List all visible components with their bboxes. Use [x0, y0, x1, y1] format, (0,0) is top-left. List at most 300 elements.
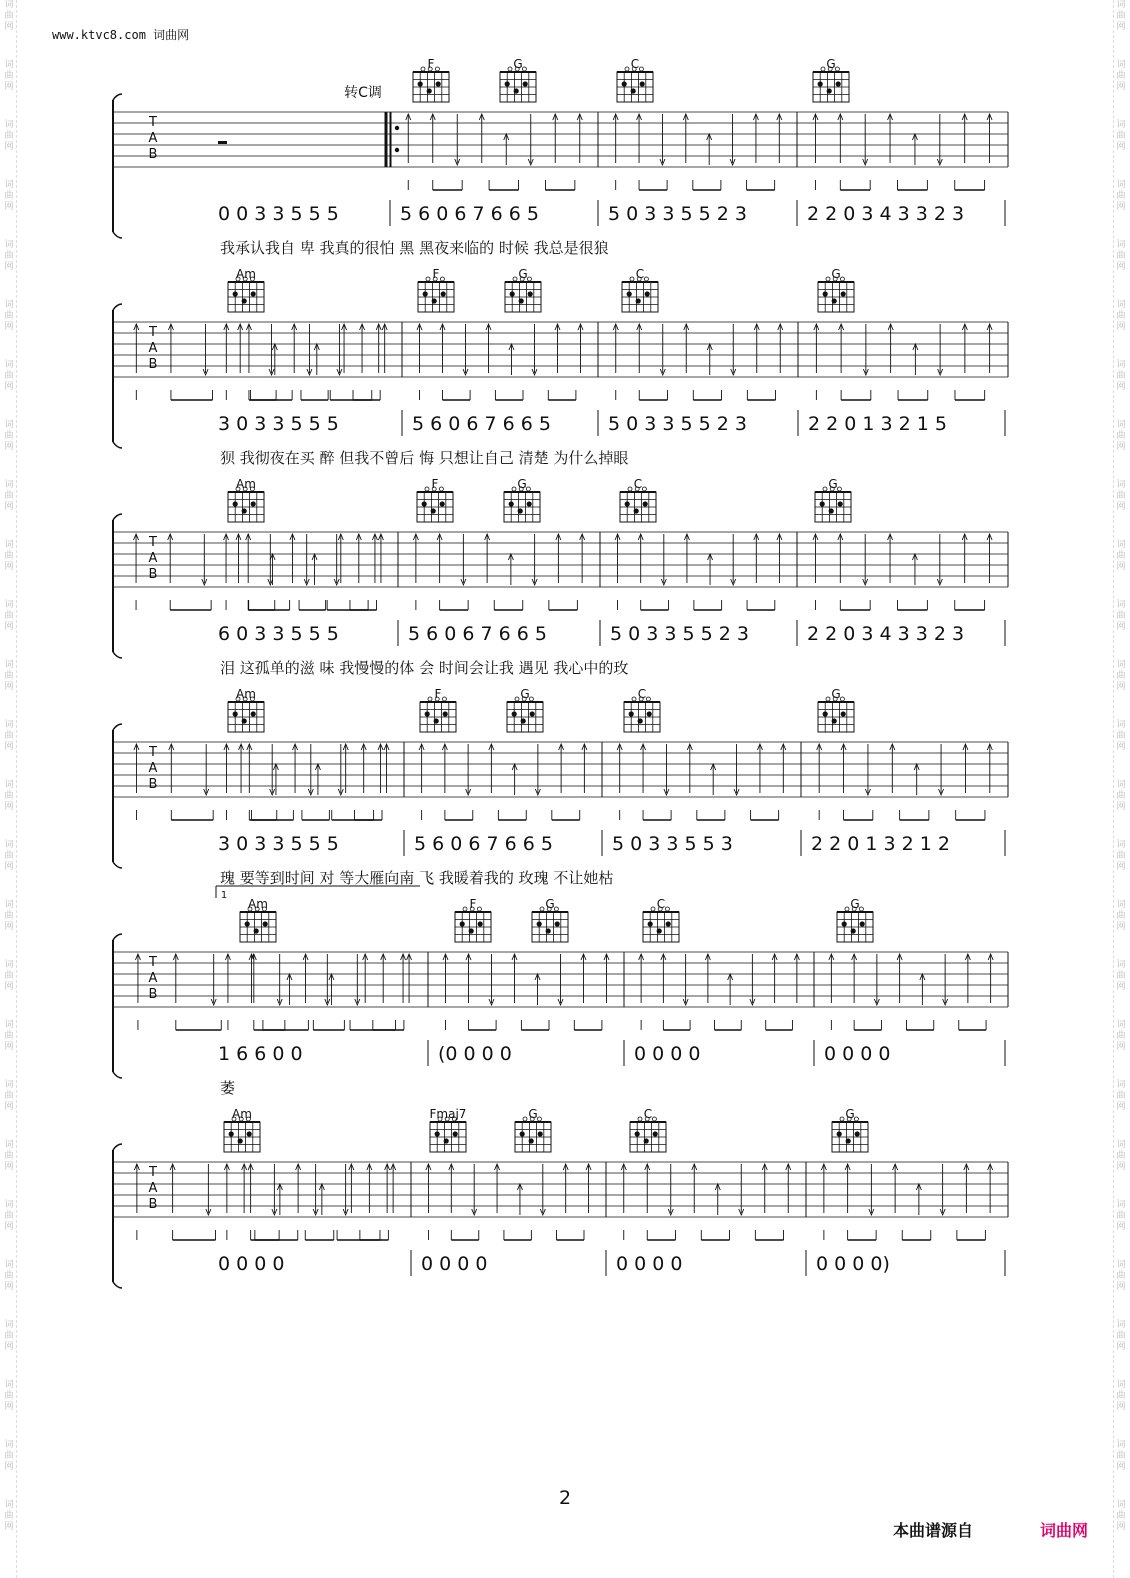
watermark-char: 词 [4, 660, 14, 670]
watermark-char: 网 [1116, 502, 1126, 512]
watermark-char: 网 [1116, 862, 1126, 872]
chord-open-marker [625, 67, 629, 71]
chord-name: G [828, 477, 838, 491]
watermark-char: 词 [1116, 420, 1126, 430]
system-bracket-curl [113, 934, 122, 940]
jianpu-measure: (0 0 0 0 [438, 1043, 512, 1065]
chord-dot [657, 928, 662, 933]
chord-name: Am [236, 477, 256, 491]
chord-open-marker [835, 67, 839, 71]
watermark-char: 曲 [1116, 611, 1126, 621]
chord-dot [263, 921, 268, 926]
chord-dot [653, 1131, 658, 1136]
watermark-char: 词 [1116, 480, 1126, 490]
chord-diagram [507, 687, 543, 732]
chord-dot [514, 88, 519, 93]
chord-open-marker [638, 1117, 642, 1121]
watermark-char: 曲 [1116, 1511, 1126, 1521]
watermark-char: 网 [1116, 142, 1126, 152]
chord-dot [233, 501, 238, 506]
chord-dot [441, 291, 446, 296]
watermark-char: 词 [1116, 300, 1126, 310]
chord-open-marker [644, 277, 648, 281]
jianpu-measure: 2 2 0 3 4 3 3 2 3 [807, 203, 965, 225]
watermark-char: 网 [4, 982, 14, 992]
jianpu-measure: 5 0 3 3 5 5 2 3 [608, 413, 747, 435]
chord-open-marker [515, 697, 519, 701]
jianpu-measure: 5 6 0 6 7 6 6 5 [400, 203, 539, 225]
chord-open-marker [477, 907, 481, 911]
chord-open-marker [537, 1117, 541, 1121]
chord-name: F [427, 57, 435, 71]
chord-diagram [500, 57, 536, 102]
chord-diagram [813, 57, 849, 102]
jianpu-measure: 5 0 3 3 5 5 3 [612, 833, 733, 855]
watermark-char: 网 [4, 262, 14, 272]
tab-clef-letter: T [149, 115, 157, 130]
system-bracket-curl [113, 862, 122, 868]
chord-open-marker [840, 697, 844, 701]
chord-dot [841, 291, 846, 296]
watermark-char: 曲 [1116, 1151, 1126, 1161]
watermark-char: 词 [4, 1140, 14, 1150]
tab-system [113, 267, 1008, 467]
chord-open-marker [859, 907, 863, 911]
chord-dot [836, 81, 841, 86]
watermark-char: 网 [1116, 922, 1126, 932]
chord-dot [247, 1131, 252, 1136]
chord-name: C [633, 477, 643, 491]
jianpu-measure: 0 0 0 0 [421, 1253, 488, 1275]
chord-dot [233, 711, 238, 716]
half-rest [218, 141, 227, 144]
tab-clef-letter: T [149, 1165, 157, 1180]
volta-number: 1 [220, 890, 228, 901]
chord-diagram [420, 687, 456, 732]
watermark-char: 网 [1116, 982, 1126, 992]
watermark-char: 曲 [4, 311, 14, 321]
watermark-char: 词 [4, 300, 14, 310]
tab-clef-letter: A [148, 1181, 158, 1196]
watermark-char: 网 [4, 622, 14, 632]
chord-open-marker [646, 697, 650, 701]
chord-dot [627, 291, 632, 296]
watermark-char: 曲 [4, 671, 14, 681]
lyrics-line: 我承认我自 卑 我真的很怕 黑 黑夜来临的 时候 我总是很狼 [220, 239, 609, 257]
chord-open-marker [522, 67, 526, 71]
jianpu-measure: 2 2 0 3 4 3 3 2 3 [807, 623, 965, 645]
chord-dot [431, 508, 436, 513]
chord-open-marker [554, 907, 558, 911]
jianpu-measure: 2 2 0 1 3 2 1 2 [811, 833, 950, 855]
chord-dot [838, 501, 843, 506]
watermark-char: 词 [1116, 180, 1126, 190]
jianpu-measure: 2 2 0 1 3 2 1 5 [808, 413, 947, 435]
chord-name: G [520, 687, 530, 701]
tab-clef-letter: A [148, 131, 158, 146]
watermark-char: 词 [4, 240, 14, 250]
watermark-char: 词 [4, 600, 14, 610]
repeat-dot [395, 126, 399, 130]
watermark-char: 词 [4, 1260, 14, 1270]
chord-name: Am [248, 897, 268, 911]
chord-diagram [622, 267, 658, 312]
site-name: 词曲网 [153, 28, 190, 42]
watermark-char: 网 [4, 142, 14, 152]
chord-diagram [620, 477, 656, 522]
chord-name: G [518, 267, 528, 281]
system-bracket-curl [113, 232, 122, 238]
watermark-char: 词 [4, 900, 14, 910]
watermark-char: 曲 [4, 1031, 14, 1041]
watermark-char: 曲 [1116, 551, 1126, 561]
chord-dot [229, 1131, 234, 1136]
watermark-char: 网 [4, 1102, 14, 1112]
watermark-char: 曲 [1116, 1451, 1126, 1461]
watermark-char: 网 [4, 1042, 14, 1052]
watermark-char: 词 [4, 480, 14, 490]
watermark-char: 词 [1116, 660, 1126, 670]
watermark-char: 网 [4, 1222, 14, 1232]
chord-dot [625, 501, 630, 506]
chord-dot [251, 711, 256, 716]
chord-open-marker [508, 67, 512, 71]
watermark-char: 词 [1116, 780, 1126, 790]
chord-open-marker [632, 697, 636, 701]
system-bracket-curl [113, 1282, 122, 1288]
chord-dot [427, 88, 432, 93]
watermark-char: 网 [1116, 382, 1126, 392]
tab-clef-letter: T [149, 955, 157, 970]
chord-dot [254, 928, 259, 933]
watermark-char: 曲 [1116, 311, 1126, 321]
watermark-char: 网 [4, 442, 14, 452]
tab-clef-letter: B [148, 147, 158, 162]
tab-clef-letter: B [148, 777, 158, 792]
chord-dot [832, 718, 837, 723]
watermark-char: 词 [4, 60, 14, 70]
chord-open-marker [442, 697, 446, 701]
watermark-char: 词 [1116, 900, 1126, 910]
watermark-char: 曲 [1116, 791, 1126, 801]
chord-open-marker [628, 487, 632, 491]
chord-dot [510, 291, 515, 296]
chord-diagram [228, 267, 264, 312]
watermark-char: 网 [1116, 1402, 1126, 1412]
chord-dot [841, 711, 846, 716]
watermark-char: 词 [1116, 540, 1126, 550]
system-bracket-curl [113, 442, 122, 448]
watermark-char: 曲 [4, 911, 14, 921]
watermark-char: 词 [1116, 360, 1126, 370]
chord-open-marker [837, 487, 841, 491]
chord-dot [829, 508, 834, 513]
watermark-char: 曲 [4, 251, 14, 261]
chord-name: Am [236, 267, 256, 281]
watermark-char: 词 [4, 840, 14, 850]
watermark-char: 曲 [4, 131, 14, 141]
chord-dot [422, 501, 427, 506]
chord-open-marker [854, 1117, 858, 1121]
watermark-char: 曲 [4, 71, 14, 81]
chord-dot [546, 928, 551, 933]
system-bracket-curl [113, 514, 122, 520]
chord-diagram [417, 477, 453, 522]
chord-diagram [832, 1107, 868, 1152]
chord-name: G [845, 1107, 855, 1121]
watermark-char: 词 [4, 540, 14, 550]
jianpu-measure: 5 0 3 3 5 5 2 3 [610, 623, 749, 645]
watermark-char: 网 [1116, 1042, 1126, 1052]
jianpu-measure: 0 0 0 0) [816, 1253, 890, 1275]
watermark-char: 网 [4, 562, 14, 572]
chord-dot [520, 1131, 525, 1136]
jianpu-pickup: 0 0 3 3 5 5 5 [218, 203, 339, 225]
jianpu-measure: 5 6 0 6 7 6 6 5 [414, 833, 553, 855]
tab-clef-letter: T [149, 535, 157, 550]
watermark-char: 网 [1116, 682, 1126, 692]
watermark-char: 网 [4, 922, 14, 932]
jianpu-measure: 5 6 0 6 7 6 6 5 [412, 413, 551, 435]
chord-dot [643, 501, 648, 506]
lyrics-line: 泪 这孤单的滋 味 我慢慢的体 会 时间会让我 遇见 我心中的玫 [220, 659, 629, 677]
watermark-char: 网 [4, 502, 14, 512]
chord-name: G [831, 267, 841, 281]
chord-dot [827, 88, 832, 93]
chord-name: F [469, 897, 477, 911]
chord-open-marker [428, 697, 432, 701]
chord-dot [638, 718, 643, 723]
chord-dot [423, 291, 428, 296]
chord-name: C [656, 897, 666, 911]
watermark-char: 网 [4, 1522, 14, 1532]
watermark-char: 曲 [4, 1211, 14, 1221]
tab-clef-letter: B [148, 567, 158, 582]
chord-dot [418, 81, 423, 86]
watermark-char: 曲 [4, 1091, 14, 1101]
chord-dot [634, 508, 639, 513]
watermark-char: 词 [4, 780, 14, 790]
watermark-char: 词 [1116, 1200, 1126, 1210]
watermark-char: 网 [4, 682, 14, 692]
watermark-char: 词 [1116, 1380, 1126, 1390]
watermark-char: 网 [1116, 1162, 1126, 1172]
chord-dot [518, 508, 523, 513]
chord-dot [242, 718, 247, 723]
repeat-dot [395, 148, 399, 152]
chord-dot [645, 291, 650, 296]
jianpu-measure: 6 0 3 3 5 5 5 [218, 623, 339, 645]
watermark-char: 网 [4, 1342, 14, 1352]
tab-system [113, 687, 1008, 887]
chord-dot [644, 1138, 649, 1143]
watermark-char: 词 [1116, 840, 1126, 850]
system-bracket-curl [113, 1072, 122, 1078]
watermark-char: 网 [4, 82, 14, 92]
chord-name: C [637, 687, 647, 701]
chord-diagram [228, 687, 264, 732]
chord-diagram [455, 897, 491, 942]
chord-open-marker [529, 697, 533, 701]
chord-diagram [515, 1107, 551, 1152]
chord-open-marker [421, 67, 425, 71]
watermark-char: 曲 [1116, 971, 1126, 981]
chord-dot [505, 81, 510, 86]
watermark-char: 词 [1116, 1440, 1126, 1450]
tab-system [113, 477, 1008, 677]
watermark-char: 词 [1116, 0, 1126, 10]
chord-open-marker [512, 487, 516, 491]
chord-open-marker [840, 1117, 844, 1121]
jianpu-measure: 0 0 0 0 [616, 1253, 683, 1275]
chord-diagram [630, 1107, 666, 1152]
page-number: 2 [558, 1487, 572, 1509]
watermark-char: 曲 [4, 791, 14, 801]
watermark-char: 曲 [4, 1391, 14, 1401]
watermark-char: 曲 [1116, 251, 1126, 261]
watermark-char: 曲 [1116, 1391, 1126, 1401]
lyrics-line: 瑰 要等到时间 对 等大雁向南 飞 我暖着我的 玫瑰 不让她枯 [220, 869, 614, 887]
jianpu-measure: 0 0 0 0 [824, 1043, 891, 1065]
watermark-char: 词 [1116, 600, 1126, 610]
watermark-char: 词 [1116, 720, 1126, 730]
watermark-char: 词 [4, 1440, 14, 1450]
jianpu-measure: 5 6 0 6 7 6 6 5 [408, 623, 547, 645]
watermark-char: 曲 [1116, 191, 1126, 201]
watermark-char: 曲 [1116, 371, 1126, 381]
tab-clef-letter: B [148, 357, 158, 372]
jianpu-measure: 0 0 0 0 [218, 1253, 285, 1275]
chord-name: G [545, 897, 555, 911]
chord-dot [432, 298, 437, 303]
watermark-char: 曲 [1116, 1031, 1126, 1041]
watermark-char: 词 [1116, 1020, 1126, 1030]
chord-dot [509, 501, 514, 506]
watermark-char: 曲 [4, 1511, 14, 1521]
chord-open-marker [823, 487, 827, 491]
watermark-char: 曲 [4, 851, 14, 861]
chord-diagram [418, 267, 454, 312]
chord-open-marker [840, 277, 844, 281]
watermark-char: 曲 [4, 551, 14, 561]
chord-dot [444, 1138, 449, 1143]
key-change-label: 转C调 [344, 85, 382, 101]
watermark-char: 词 [4, 1080, 14, 1090]
watermark-char: 曲 [4, 971, 14, 981]
chord-dot [846, 1138, 851, 1143]
watermark-char: 网 [1116, 562, 1126, 572]
chord-diagram [240, 897, 276, 942]
chord-dot [435, 1131, 440, 1136]
chord-name: Am [236, 687, 256, 701]
chord-open-marker [426, 277, 430, 281]
chord-dot [636, 298, 641, 303]
watermark-char: 网 [1116, 1522, 1126, 1532]
watermark-char: 曲 [4, 731, 14, 741]
chord-diagram [532, 897, 568, 942]
chord-dot [512, 711, 517, 716]
watermark-char: 网 [4, 802, 14, 812]
watermark-char: 曲 [4, 1151, 14, 1161]
jianpu-measure: 0 0 0 0 [634, 1043, 701, 1065]
chord-dot [519, 298, 524, 303]
chord-dot [635, 1131, 640, 1136]
tab-clef-letter: B [148, 1197, 158, 1212]
chord-open-marker [526, 487, 530, 491]
chord-diagram [430, 1107, 467, 1152]
watermark-char: 词 [1116, 120, 1126, 130]
jianpu-measure: 3 0 3 3 5 5 5 [218, 413, 339, 435]
chord-name: G [517, 477, 527, 491]
chord-diagram [617, 57, 653, 102]
chord-dot [425, 711, 430, 716]
watermark-char: 曲 [1116, 731, 1126, 741]
chord-name: G [850, 897, 860, 911]
chord-dot [555, 921, 560, 926]
chord-name: C [643, 1107, 653, 1121]
watermark-char: 曲 [4, 11, 14, 21]
watermark-char: 词 [4, 720, 14, 730]
watermark-char: 曲 [4, 1271, 14, 1281]
watermark-char: 网 [1116, 202, 1126, 212]
chord-dot [842, 921, 847, 926]
chord-dot [666, 921, 671, 926]
chord-diagram [818, 267, 854, 312]
chord-dot [242, 298, 247, 303]
chord-open-marker [652, 1117, 656, 1121]
watermark-char: 词 [4, 420, 14, 430]
site-url-text: www.ktvc8.com [52, 28, 146, 42]
watermark-char: 网 [1116, 442, 1126, 452]
chord-dot [851, 928, 856, 933]
watermark-char: 曲 [1116, 1271, 1126, 1281]
watermark-char: 曲 [1116, 11, 1126, 21]
chord-dot [469, 928, 474, 933]
source-brand: 词曲网 [1040, 1521, 1089, 1540]
chord-open-marker [435, 67, 439, 71]
chord-dot [629, 711, 634, 716]
chord-diagram [504, 477, 540, 522]
chord-dot [527, 501, 532, 506]
watermark-char: 词 [1116, 240, 1126, 250]
watermark-char: 网 [4, 862, 14, 872]
watermark-char: 词 [4, 1380, 14, 1390]
watermark-char: 网 [4, 1162, 14, 1172]
watermark-char: 词 [4, 0, 14, 10]
watermark-char: 曲 [4, 1451, 14, 1461]
chord-dot [245, 921, 250, 926]
chord-dot [251, 291, 256, 296]
watermark-char: 曲 [1116, 71, 1126, 81]
watermark-char: 词 [4, 1200, 14, 1210]
watermark-char: 曲 [1116, 431, 1126, 441]
watermark-char: 网 [1116, 1282, 1126, 1292]
watermark-char: 词 [1116, 960, 1126, 970]
watermark-char: 网 [1116, 802, 1126, 812]
tab-clef-letter: A [148, 761, 158, 776]
chord-dot [440, 501, 445, 506]
watermark-char: 网 [1116, 1462, 1126, 1472]
chord-dot [443, 711, 448, 716]
watermark-char: 词 [1116, 60, 1126, 70]
chord-dot [521, 718, 526, 723]
watermark-char: 网 [4, 202, 14, 212]
watermark-char: 曲 [1116, 1091, 1126, 1101]
chord-dot [622, 81, 627, 86]
watermark-char: 曲 [1116, 671, 1126, 681]
chord-dot [478, 921, 483, 926]
chord-dot [832, 298, 837, 303]
